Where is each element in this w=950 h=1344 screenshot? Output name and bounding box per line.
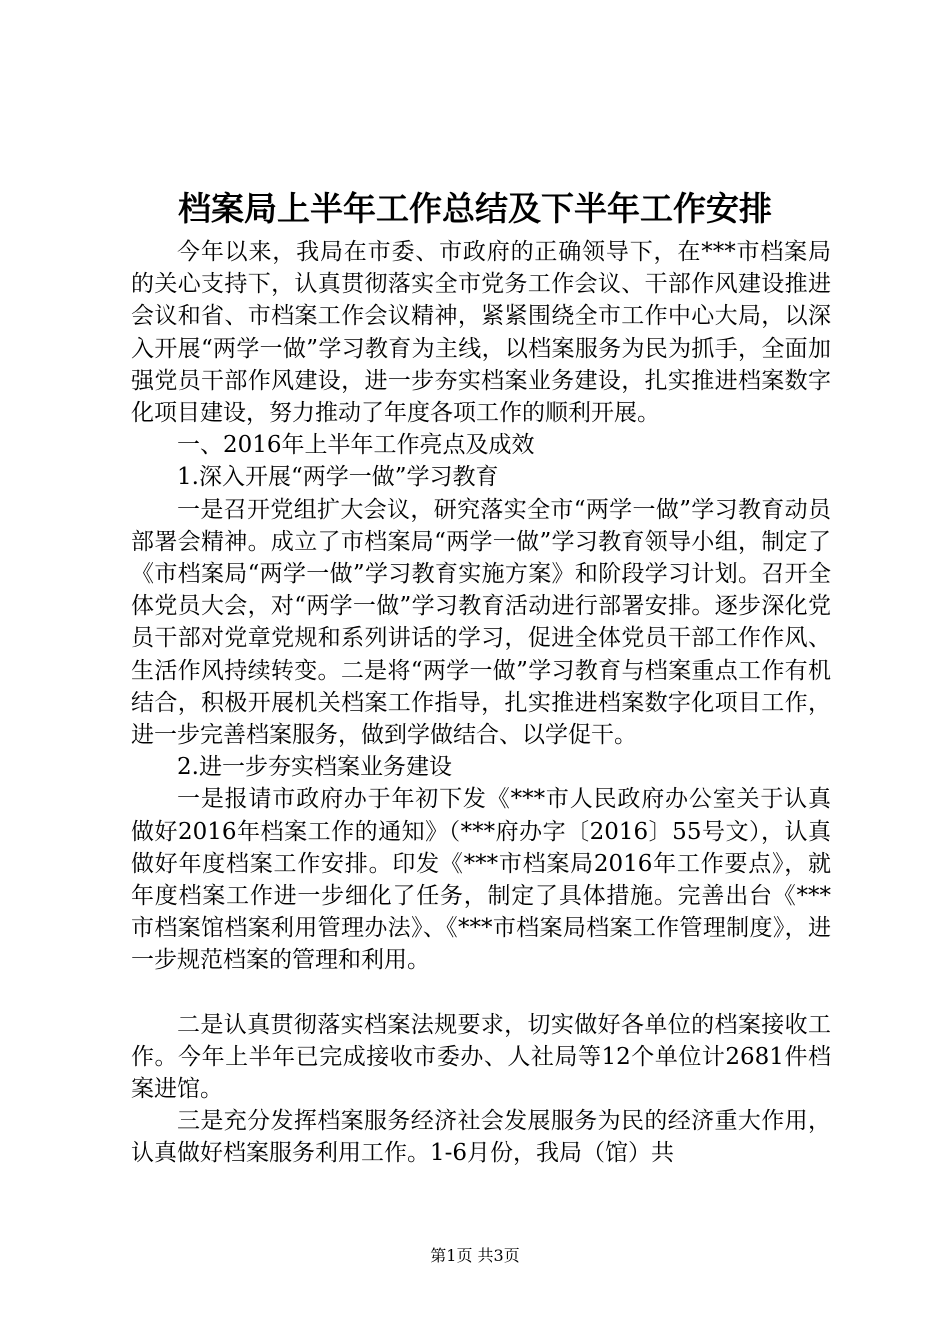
paragraph-intro: 今年以来，我局在市委、市政府的正确领导下，在***市档案局的关心支持下，认真贯彻落实全市党务工作会议、干部作风建设推进会议和省、市档案工作会议精神，紧紧围绕全市工作中心大局，以深入开展“两学一做”学习教育为主线，以档案服务为民为抓手，全面加强党员干部作风建设，进一步夯实档案业务建设，扎实推进档案数字化项目建设，努力推动了年度各项工作的顺利开展。 [131, 239, 831, 427]
subsection-heading-2: 2.进一步夯实档案业务建设 [177, 754, 452, 781]
paragraph-archive-service: 三是充分发挥档案服务经济社会发展服务为民的经济重大作用，认真做好档案服务利用工作。1-6月份，我局（馆）共 [131, 1108, 831, 1167]
subsection-heading-1: 1.深入开展“两学一做”学习教育 [177, 464, 499, 491]
paragraph-archive-receiving: 二是认真贯彻落实档案法规要求，切实做好各单位的档案接收工作。今年上半年已完成接收市委办、人社局等12个单位计2681件档案进馆。 [131, 1011, 831, 1103]
document-title: 档案局上半年工作总结及下半年工作安排 [178, 189, 772, 228]
page-footer: 第1页 共3页 [430, 1246, 520, 1265]
document-body [131, 236, 831, 1170]
paragraph-study-education: 一是召开党组扩大会议，研究落实全市“两学一做”学习教育动员部署会精神。成立了市档案局“两学一做”学习教育领导小组，制定了《市档案局“两学一做”学习教育实施方案》和阶段学习计划。召开全体党员大会，对“两学一做”学习教育活动进行部署安排。逐步深化党员干部对党章党规和系列讲话的学习，促进全体党员干部工作作风、生活作风持续转变。二是将“两学一做”学习教育与档案重点工作有机结合，积极开展机关档案工作指导，扎实推进档案数字化项目工作，进一步完善档案服务，做到学做结合、以学促干。 [131, 496, 831, 749]
section-heading-1: 一、2016年上半年工作亮点及成效 [177, 432, 535, 459]
paragraph-business-building: 一是报请市政府办于年初下发《***市人民政府办公室关于认真做好2016年档案工作的通知》（***府办字〔2016〕55号文），认真做好年度档案工作安排。印发《***市档案局2016年工作要点》，就年度档案工作进一步细化了任务，制定了具体措施。完善出台《***市档案馆档案利用管理办法》、《***市档案局档案工作管理制度》，进一步规范档案的管理和利用。 [131, 786, 831, 974]
